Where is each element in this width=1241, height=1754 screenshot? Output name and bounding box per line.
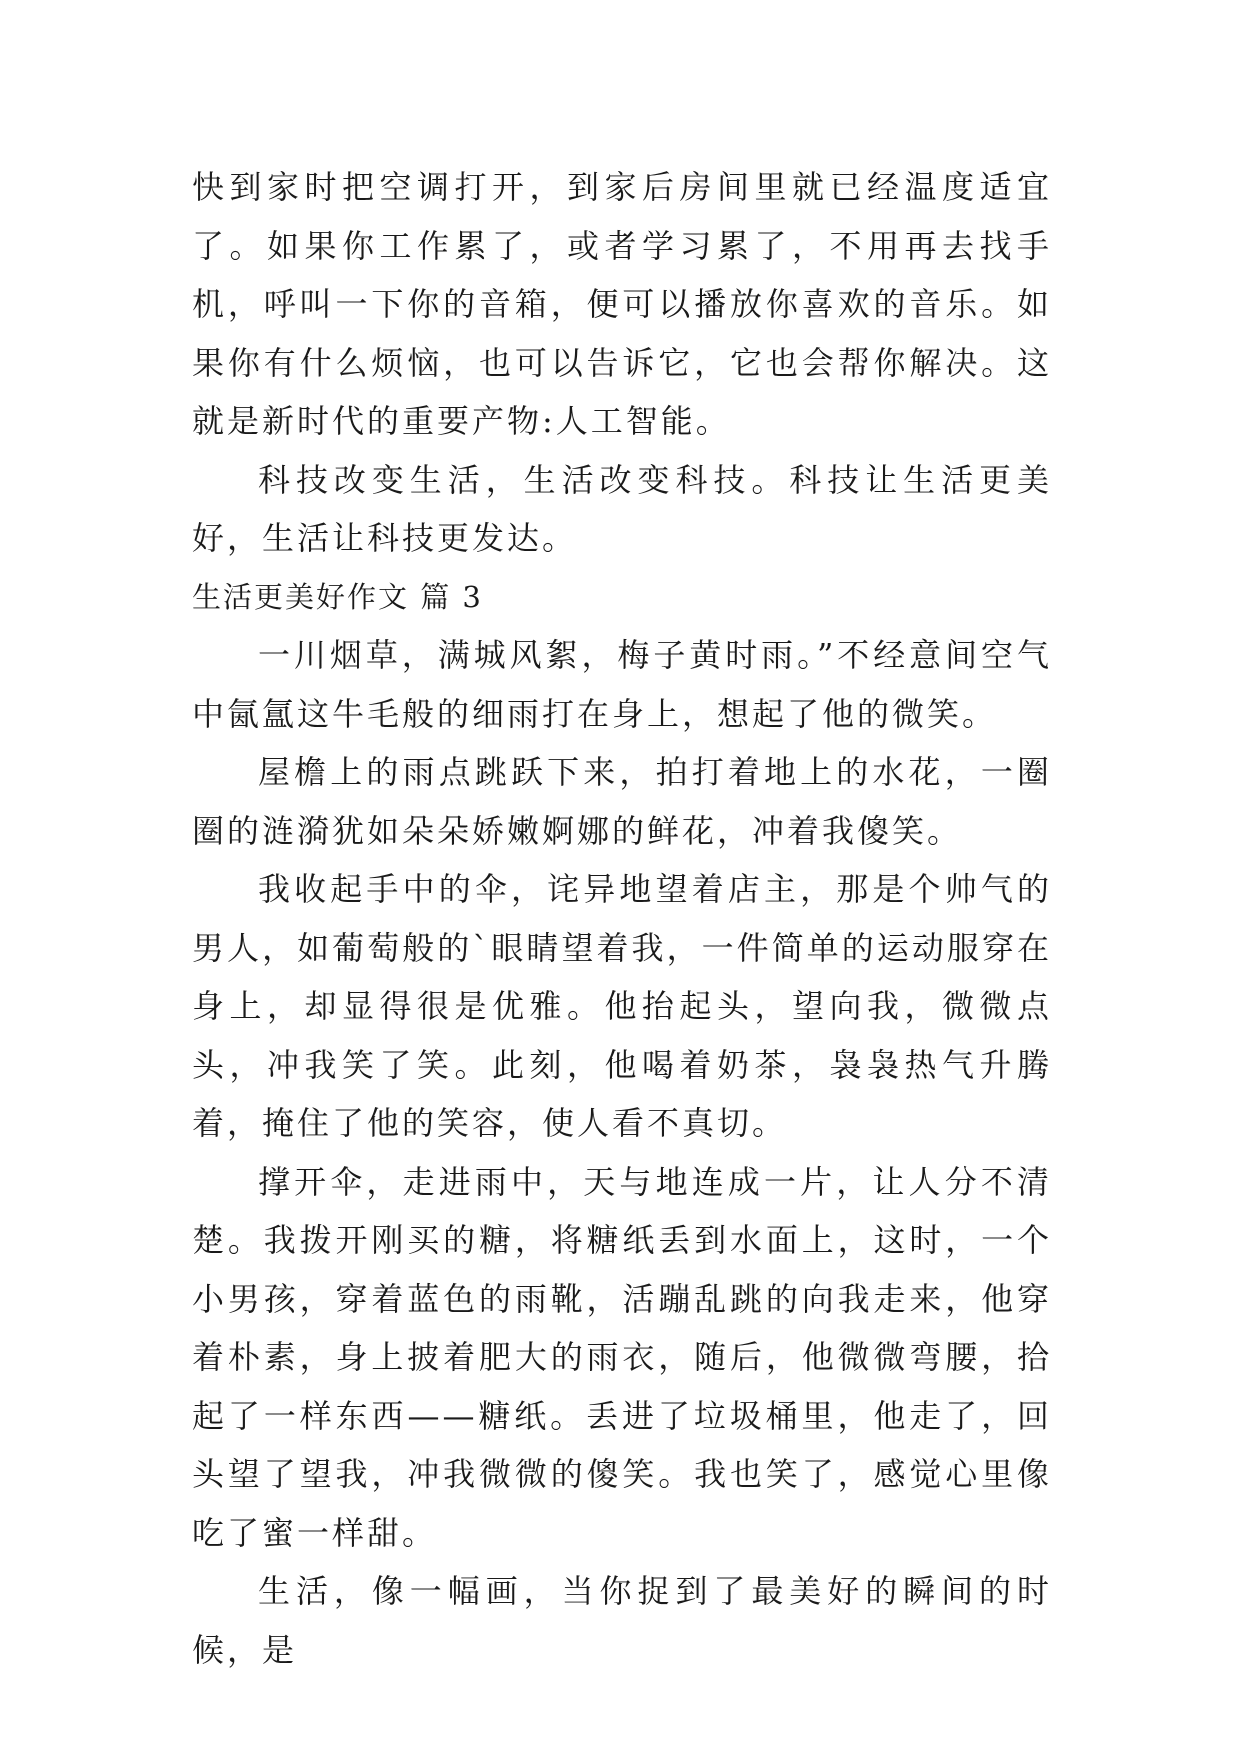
document-body <box>192 158 1052 1679</box>
paragraph-ai-life: 快到家时把空调打开，到家后房间里就已经温度适宜了。如果你工作累了，或者学习累了，不用再去找手机，呼叫一下你的音箱，便可以播放你喜欢的音乐。如果你有什么烦恼，也可以告诉它，它也会帮你解决。这就是新时代的重要产物:人工智能。 <box>192 168 1052 440</box>
paragraph-life-painting: 生活，像一幅画，当你捉到了最美好的瞬间的时候，是 <box>192 1572 1052 1669</box>
paragraph-drizzle: 一川烟草，满城风絮，梅子黄时雨。”不经意间空气中氤氲这牛毛般的细雨打在身上，想起了他的微笑。 <box>192 636 1052 733</box>
paragraph-raindrops: 屋檐上的雨点跳跃下来，拍打着地上的水花，一圈圈的涟漪犹如朵朵娇嫩婀娜的鲜花，冲着我傻笑。 <box>192 753 1052 850</box>
paragraph-little-boy: 撑开伞，走进雨中，天与地连成一片，让人分不清楚。我拨开刚买的糖，将糖纸丢到水面上，这时，一个小男孩，穿着蓝色的雨靴，活蹦乱跳的向我走来，他穿着朴素，身上披着肥大的雨衣，随后，他微微弯腰，拾起了一样东西——糖纸。丢进了垃圾桶里，他走了，回头望了望我，冲我微微的傻笑。我也笑了，感觉心里像吃了蜜一样甜。 <box>192 1162 1052 1552</box>
paragraph-tech-changes-life: 科技改变生活，生活改变科技。科技让生活更美好，生活让科技更发达。 <box>192 460 1052 557</box>
paragraph-shopkeeper: 我收起手中的伞，诧异地望着店主，那是个帅气的男人，如葡萄般的`眼睛望着我，一件简单的运动服穿在身上，却显得很是优雅。他抬起头，望向我，微微点头，冲我笑了笑。此刻，他喝着奶茶，袅袅热气升腾着，掩住了他的笑容，使人看不真切。 <box>192 870 1052 1142</box>
section-title: 生活更美好作文 篇 3 <box>192 579 483 614</box>
